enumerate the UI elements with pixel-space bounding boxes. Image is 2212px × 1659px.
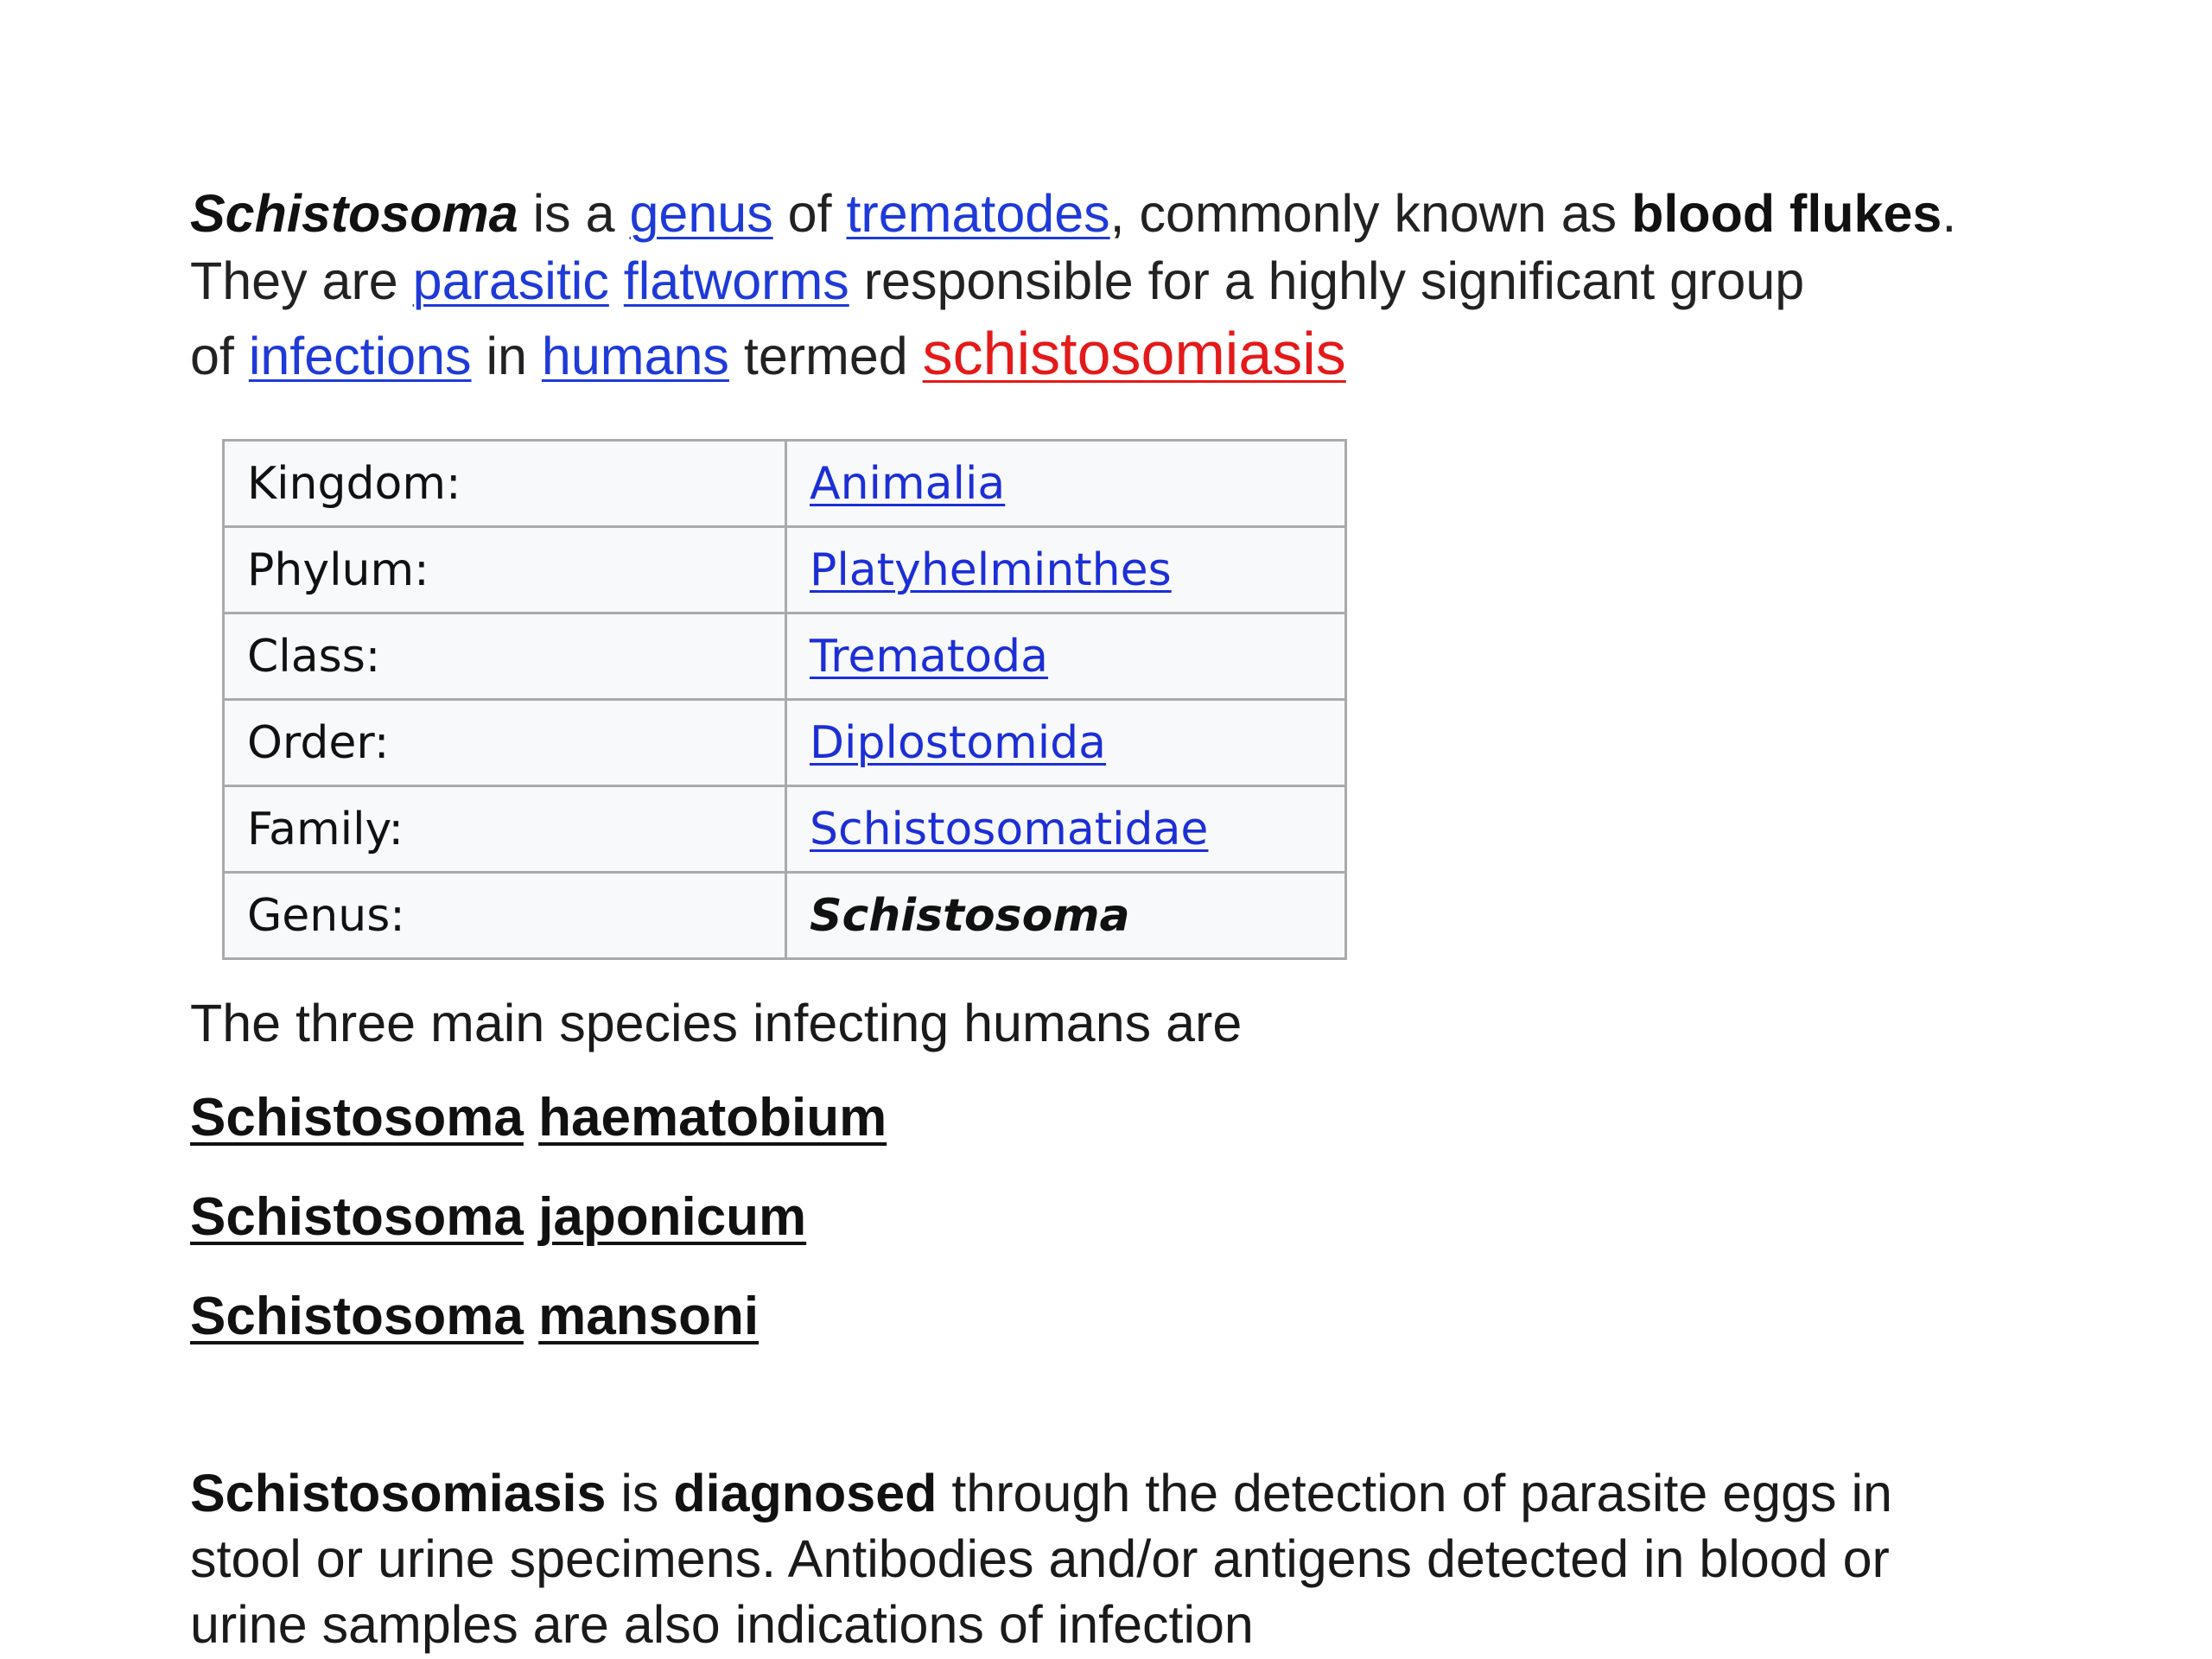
- intro-text: of: [190, 327, 249, 385]
- link-genus[interactable]: genus: [629, 184, 773, 243]
- species-item-haematobium: [190, 1087, 887, 1149]
- diagnosis-line-3: urine samples are also indications of infection: [190, 1595, 1254, 1654]
- species-epithet: mansoni: [538, 1287, 760, 1346]
- diagnosis-text: through the detection of parasite eggs in: [937, 1464, 1892, 1522]
- intro-genus-name: Schistosoma: [190, 184, 518, 243]
- species-epithet: japonicum: [538, 1187, 807, 1247]
- diagnosis-text: is: [606, 1464, 674, 1522]
- link-diplostomida[interactable]: Diplostomida: [810, 716, 1107, 769]
- intro-text: responsible for a highly significant group: [849, 251, 1805, 310]
- intro-text: , commonly known as: [1109, 184, 1632, 243]
- rank-value-cell: [786, 441, 1346, 527]
- intro-text: of: [772, 184, 847, 243]
- intro-genus-name-wrap: [190, 184, 518, 243]
- link-parasitic[interactable]: parasitic: [412, 251, 609, 310]
- taxonomy-table: [222, 439, 1347, 960]
- common-name: blood flukes: [1631, 184, 1942, 243]
- species-genus: Schistosoma: [190, 1287, 524, 1346]
- link-schistosomatidae[interactable]: Schistosomatidae: [810, 803, 1209, 855]
- link-platyhelminthes[interactable]: Platyhelminthes: [810, 543, 1172, 596]
- rank-label: Family:: [224, 786, 786, 873]
- taxonomy-row-order: [224, 700, 1346, 786]
- intro-text: [609, 251, 624, 310]
- rank-label: Kingdom:: [224, 441, 786, 527]
- species-item-japonicum: [190, 1186, 806, 1249]
- rank-label: Class:: [224, 613, 786, 700]
- link-trematodes[interactable]: trematodes: [846, 184, 1110, 243]
- taxonomy-row-kingdom: [224, 441, 1346, 527]
- link-schistosomiasis[interactable]: schistosomiasis: [922, 320, 1346, 387]
- intro-line-3: [190, 320, 1346, 390]
- rank-value-cell: [786, 613, 1346, 700]
- link-flatworms[interactable]: flatworms: [623, 251, 849, 310]
- species-genus: Schistosoma: [190, 1088, 524, 1147]
- link-animalia[interactable]: Animalia: [810, 457, 1006, 510]
- taxonomy-row-family: [224, 786, 1346, 873]
- species-genus: Schistosoma: [190, 1187, 524, 1247]
- rank-label: Order:: [224, 700, 786, 786]
- species-item-mansoni: [190, 1286, 759, 1348]
- intro-text: in: [471, 327, 542, 385]
- taxonomy-row-genus: [224, 873, 1346, 959]
- intro-text: .: [1942, 184, 1957, 243]
- taxonomy-row-phylum: [224, 527, 1346, 613]
- link-humans[interactable]: humans: [541, 327, 729, 385]
- genus-value: Schistosoma: [786, 873, 1346, 959]
- intro-text: is a: [518, 184, 630, 243]
- rank-value-cell: [786, 786, 1346, 873]
- intro-paragraph: [190, 180, 2143, 390]
- diagnosis-paragraph: [190, 1460, 2177, 1657]
- rank-label: Genus:: [224, 873, 786, 959]
- diagnosis-verb: diagnosed: [673, 1464, 938, 1522]
- species-intro: The three main species infecting humans are: [190, 994, 1243, 1052]
- taxonomy-row-class: [224, 613, 1346, 700]
- intro-text: termed: [728, 327, 923, 385]
- species-epithet: haematobium: [538, 1088, 887, 1147]
- diagnosis-line-2: stool or urine specimens. Antibodies and/or antigens detected in blood or: [190, 1529, 1890, 1588]
- diagnosis-term: Schistosomiasis: [190, 1464, 607, 1522]
- rank-value-cell: [786, 700, 1346, 786]
- link-infections[interactable]: infections: [248, 327, 472, 385]
- rank-value-cell: [786, 527, 1346, 613]
- rank-label: Phylum:: [224, 527, 786, 613]
- intro-text: They are: [190, 251, 413, 310]
- link-trematoda[interactable]: Trematoda: [810, 630, 1048, 683]
